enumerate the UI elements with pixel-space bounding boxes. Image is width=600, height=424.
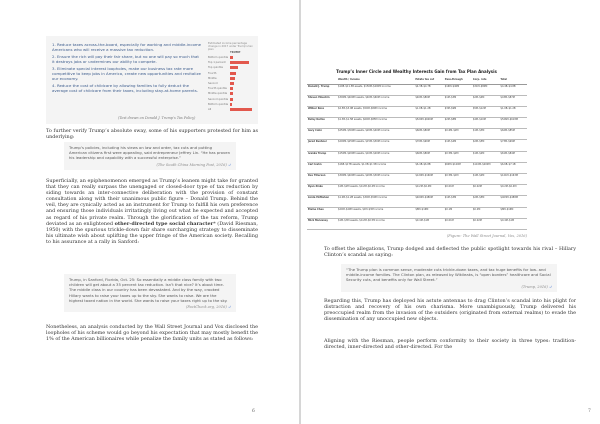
table-credit: (Figure: The Wall Street Journal, Vox, 2016) xyxy=(446,234,527,238)
chart-bar xyxy=(230,103,232,106)
table-row xyxy=(307,95,527,106)
chart-row-label: Middle quintile xyxy=(208,92,228,96)
table-cell: Carl Icahn xyxy=(307,162,337,173)
quote-box-1 xyxy=(64,142,236,170)
table-cell: $6.4B–$6.8B xyxy=(414,162,443,173)
table-cell: $0.4M–$1M xyxy=(499,218,527,229)
table-cell: $1M–$3M xyxy=(444,95,472,106)
table-cell: $16B–$17B assets, $1.0B–$1.5B income xyxy=(337,162,414,173)
table-row xyxy=(307,196,527,207)
table-row xyxy=(307,118,527,129)
table-cell: $110M–$200M xyxy=(472,162,500,173)
chart-bar xyxy=(230,82,234,85)
chart-bar xyxy=(230,77,235,80)
table-cell: $60M–$80M xyxy=(414,151,443,162)
chart-bar xyxy=(230,56,233,59)
chart-bar xyxy=(230,98,233,101)
table-cell: $200M–$250M assets, $15M–$30M income xyxy=(337,140,414,151)
table-cell: $120M–$160M xyxy=(414,174,443,185)
table-cell: $1M–$3M assets, $0.2M–$0.5M income xyxy=(337,218,414,229)
table-cell: $0.2M–$0.4M xyxy=(414,185,443,196)
table-header-cell: Pass-through xyxy=(444,76,472,84)
table-cell: $4.4B–$4.8B xyxy=(499,84,527,95)
table-cell: Mick Mulvaney xyxy=(307,218,337,229)
table-cell: $526M–$618M xyxy=(499,118,527,129)
table-cell: $0.5M–$2M xyxy=(444,151,472,162)
paragraph-6: Aligning with the Riesman, people perform conformity to their society in three types: tradition-directed, inner-directed and other-directed. For the xyxy=(324,338,576,351)
table-row xyxy=(307,162,527,173)
table-cell: $150M–$200M assets, $10M–$20M income xyxy=(337,151,414,162)
chart-bar xyxy=(230,108,252,111)
income-change-chart xyxy=(208,42,254,122)
table-cell: $403M–$488M xyxy=(499,196,527,207)
table-cell: $0.5M–$1M xyxy=(444,174,472,185)
table-cell: $8M–$16M xyxy=(414,207,443,218)
tax-policy-figure xyxy=(46,36,258,124)
table-row xyxy=(307,84,527,95)
table-cell: $31M–$80M xyxy=(472,84,500,95)
table-header-cell: Corp. rate xyxy=(472,76,500,84)
quote-box-3 xyxy=(341,264,557,292)
table-cell: Betsy DeVos xyxy=(307,118,337,129)
table-row xyxy=(307,185,527,196)
figure-credit: (Text drawn on Donald J. Trump’s Tax Policy) xyxy=(118,116,196,120)
table-row xyxy=(307,129,527,140)
table-cell: $4.3B–$4.7B xyxy=(414,84,443,95)
chart-row-label: Second xyxy=(208,81,218,85)
table-cell: Ivanka Trump xyxy=(307,151,337,162)
table-cell: $121M–$163M xyxy=(499,174,527,185)
table-cell: $1.0B–$1.2B assets, $30M–$50M income xyxy=(337,196,414,207)
table-cell: $1M–$3M xyxy=(472,129,500,140)
table-cell: $3M–$9M xyxy=(444,106,472,117)
quote-text: Trump, in Sanford, Florida, Oct. 25: So essentially a middle class family with two children will get about a 35 percent tax reduction. Isn’t that nice? It’s about time. The middle class in our country has been devastated. And by the way, crooked Hillary wants to raise your taxes up to the sky. She wants to raise. We are the highest taxed nation in the world. She wants to raise your taxes right up to the sky. xyxy=(69,277,228,303)
chart-bar xyxy=(230,66,238,69)
table-cell: $0.6M–$2M xyxy=(444,129,472,140)
chart-bar xyxy=(230,61,249,64)
right-page xyxy=(301,0,600,424)
table-cell: $8M–$16M xyxy=(499,207,527,218)
table-cell: Donald J. Trump xyxy=(307,84,337,95)
table-cell: $0.4M–$1M xyxy=(414,218,443,229)
table-cell: $20M–$40M assets, $1M–$3M income xyxy=(337,207,414,218)
table-cell: $1M–$4M xyxy=(444,140,472,151)
table-cell: $16M–$40M xyxy=(444,84,472,95)
quote-text: “The Trump plan is common sense, moderate cuts trickle-down taxes, and tax huge benefits for low- and middle-income families. The Clinton plan, as released by Wikileaks, is “open borders” healthcare and Social Security cuts, and benefits only for Wall Street.” xyxy=(346,267,551,283)
table-cell: $1M–$2M xyxy=(472,174,500,185)
table-cell: $300M–$400M assets, $20M–$30M income xyxy=(337,174,414,185)
table-cell: $400M–$480M xyxy=(414,196,443,207)
table-cell: $300M–$400M assets, $40M–$60M income xyxy=(337,95,414,106)
chart-row-label: Fourth xyxy=(208,71,217,75)
table-cell: Linda McMahon xyxy=(307,196,337,207)
table-row xyxy=(307,140,527,151)
table-cell: $2M–$5M xyxy=(472,196,500,207)
table-cell: $1M–$2M xyxy=(472,151,500,162)
page-number: 6 xyxy=(252,409,255,414)
bold-term: other-directed type social character xyxy=(114,220,214,227)
left-page xyxy=(0,0,299,424)
paragraph-1: To further verify Trump’s absolute sway, some of his supporters protested for him as underlying: xyxy=(46,128,258,141)
quote-credit: (Trump, 2016) ↵ xyxy=(521,284,552,289)
table-cell: $43M–$87M xyxy=(499,95,527,106)
chart-bar xyxy=(230,87,233,90)
paragraph-5: Regarding this, Trump has deployed his astute antennas to drag Clinton’s scandal into his plight for distraction and recovery of his own charisma. More unambiguously, Trump delivered his preoccupied realm from the invasion of the outsiders (originated from external realms) to evade the dissemination of any unoccupied new objects. xyxy=(324,298,576,323)
table-cell: $0.1M xyxy=(444,207,472,218)
table-cell: $0.2M–$0.4M xyxy=(499,185,527,196)
chart-header-label: TRUMP xyxy=(230,51,241,54)
chart-row-label: Middle xyxy=(208,76,217,80)
table-cell: $40M–$80M xyxy=(414,95,443,106)
table-cell: $1.0B–$1.2B xyxy=(499,106,527,117)
quote-credit: (FactCheck.org, 2016) ↵ xyxy=(186,305,231,310)
table-cell: $5M–$12M xyxy=(472,106,500,117)
table-cell: $60M–$120M xyxy=(444,162,472,173)
quote-credit: (The South China Morning Post, 2016) ↵ xyxy=(156,162,231,167)
list-item: 2. Ensure the rich will pay their fair share, but no one will pay so much that it destroys jobs or undermines our ability to compete. xyxy=(52,53,199,65)
tax-policy-list xyxy=(52,42,202,95)
chart-bar xyxy=(230,72,236,75)
table-cell: Gary Cohn xyxy=(307,129,337,140)
table-header-cell xyxy=(307,76,337,84)
quote-text: Trump’s policies, including his views on law and order, tax cuts and putting American citizens first were appealing, said entrepreneur Jeffrey Lin. “He has proven his leadership and capability with a successful enterprise.” xyxy=(69,145,230,161)
table-cell: $61M–$84M xyxy=(499,151,527,162)
chart-bar xyxy=(230,92,233,95)
chart-row xyxy=(208,107,254,112)
paragraph-4: To offset the allegations, Trump dodged and deflected the public spotlight towards his rival – Hillary Clinton’s scandal as saying: xyxy=(324,246,576,259)
table-cell: $1M–$3M xyxy=(444,196,472,207)
table-cell: $520M–$600M xyxy=(414,118,443,129)
list-item: 4. Reduce the cost of childcare by allowing families to fully deduct the average cost of childcare from their taxes, including stay-at-home parents. xyxy=(52,82,199,94)
table-title: Trump’s Inner Circle and Wealthy Interests Gain from Tax Plan Analysis xyxy=(336,69,497,74)
quote-box-2 xyxy=(64,274,236,312)
table-cell: Rex Tillerson xyxy=(307,174,337,185)
table-cell: Wilbur Ross xyxy=(307,106,337,117)
table-cell: $250M–$300M assets, $20M–$40M income xyxy=(337,129,414,140)
list-item: 3. Eliminate special interest loopholes, make our business tax rate more competitive to keep jobs in America, create new opportunities and revitalize our economy. xyxy=(52,65,201,82)
table-cell: $1.3B–$1.5B assets, $60M–$85M income xyxy=(337,118,414,129)
paragraph-3: Nonetheless, an analysis conducted by the Wall Street Journal and Vox disclosed the loopholes of his scheme would go beyond his expectation that may mostly benefit the 1% of the American billionaires while penalize the family units as stated as follows: xyxy=(46,324,258,343)
table-cell: $62M–$85M xyxy=(499,129,527,140)
table-cell: $0.01M xyxy=(444,218,472,229)
table-row xyxy=(307,106,527,117)
table-cell: Elaine Chao xyxy=(307,207,337,218)
table-cell: $4M–$10M xyxy=(472,118,500,129)
table-cell: $2M–$8M xyxy=(444,118,472,129)
table-header-cell: Estate tax cut xyxy=(414,76,443,84)
table-cell: $1M–$2M assets, $0.2M–$0.4M income xyxy=(337,185,414,196)
table-cell: $2.5B–$3.0B assets, $50M–$80M income xyxy=(337,106,414,117)
table-cell: $0.01M xyxy=(444,185,472,196)
table-cell: $70M–$90M xyxy=(414,140,443,151)
chart-row-label: Second quintile xyxy=(208,97,229,101)
chart-row-label: Top 1 percent xyxy=(208,61,226,65)
table-header-cell: Total xyxy=(499,76,527,84)
paragraph-2: Superficially, an epiphenomenon emerged as Trump’s leanem might take for granted that they can really surpass the unengaged or closed-door type of tax reduction by siding towards an inter-connective deliberation with the provision of constant consultation along with their unanimous public figure – Donald Trump. Behind the veil, they are cynically acted as an instrument for Trump to fulfill his own preference and ensuring those individuals irritatingly living out what he expected and accepted as regard of his private realm. Through the glorification of the tax reform, Trump deviated as an enlightened other-directed type social character* (David Riesman, 1950) with the spurious trickle-down fair share surcharging strategy to disseminate his ultimate wish about uplifting the upper fringe of the American society. Recalling to his assurance at a rally in Sanford: xyxy=(46,178,258,245)
chart-row-label: Bottom quintile xyxy=(208,102,229,106)
chart-title: Estimated income percentage change in 2017 under Trump’s tax plan xyxy=(208,42,253,51)
table-header-row xyxy=(307,76,527,84)
table-cell: $10B–$11.5B assets, $150M–$200M income xyxy=(337,84,414,95)
table-cell: $0.2M xyxy=(472,207,500,218)
list-item: 1. Reduce taxes across-the-board, especially for working and middle-income Americans who will receive a massive tax reduction. xyxy=(52,42,202,53)
table-cell: Steven Mnuchin xyxy=(307,95,337,106)
table-cell: $60M–$80M xyxy=(414,129,443,140)
chart-row-label: Fourth quintile xyxy=(208,87,227,91)
chart-row-label: All xyxy=(208,107,212,111)
table-cell: Ryan Zinke xyxy=(307,185,337,196)
tax-gain-table xyxy=(307,76,527,230)
page-number: 7 xyxy=(588,409,591,414)
table-cell: $6.6B–$7.1B xyxy=(499,162,527,173)
table-row xyxy=(307,218,527,229)
table-cell: $1.0B–$1.2B xyxy=(414,106,443,117)
chart-row-label: Bottom quintile xyxy=(208,56,229,59)
table-cell: $0.02M xyxy=(472,218,500,229)
table-cell: Jared Kushner xyxy=(307,140,337,151)
table-row xyxy=(307,207,527,218)
table-cell: $2M–$5M xyxy=(472,140,500,151)
table-row xyxy=(307,151,527,162)
table-cell: $73M–$99M xyxy=(499,140,527,151)
table-cell: $2M–$4M xyxy=(472,95,500,106)
chart-row-label: Top quintile xyxy=(208,66,223,70)
table-cell: $0.02M xyxy=(472,185,500,196)
table-row xyxy=(307,174,527,185)
table-header-cell: Wealth / Income xyxy=(337,76,414,84)
